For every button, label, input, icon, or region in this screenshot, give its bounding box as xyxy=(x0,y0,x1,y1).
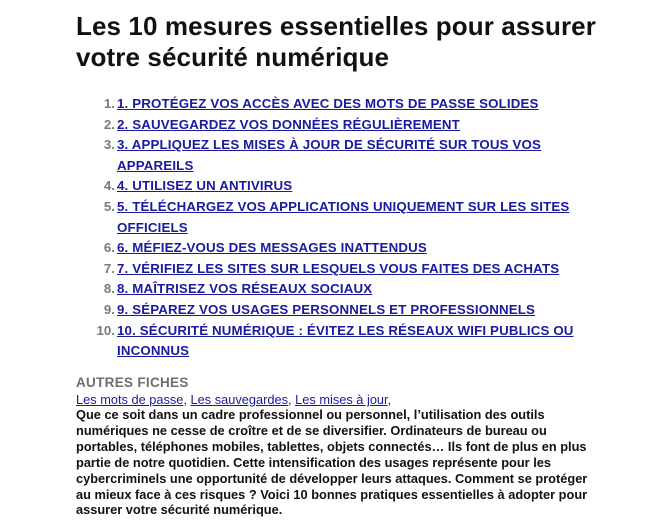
list-number: 7. xyxy=(103,260,115,276)
list-number: 5. xyxy=(103,198,115,214)
list-item xyxy=(84,259,604,280)
list-item xyxy=(84,94,604,115)
measure-link-8[interactable]: 8. MAÎTRISEZ VOS RÉSEAUX SOCIAUX xyxy=(117,281,373,297)
measure-link-5[interactable]: 5. TÉLÉCHARGEZ VOS APPLICATIONS UNIQUEMENT SUR LES SITES OFFICIELS xyxy=(117,198,570,235)
measure-link-10[interactable]: 10. SÉCURITÉ NUMÉRIQUE : ÉVITEZ LES RÉSEAUX WIFI PUBLICS OU INCONNUS xyxy=(117,322,574,359)
measure-link-9[interactable]: 9. SÉPAREZ VOS USAGES PERSONNELS ET PROFESSIONNELS xyxy=(117,301,536,317)
measure-link-2[interactable]: 2. SAUVEGARDEZ VOS DONNÉES RÉGULIÈREMENT xyxy=(117,116,460,132)
list-number: 4. xyxy=(103,178,115,194)
list-item xyxy=(84,300,604,321)
measure-link-7[interactable]: 7. VÉRIFIEZ LES SITES SUR LESQUELS VOUS FAITES DES ACHATS xyxy=(117,260,560,276)
other-sheets-heading: AUTRES FICHES xyxy=(76,375,189,390)
measures-list xyxy=(84,94,604,362)
list-item xyxy=(84,279,604,300)
other-sheets-links xyxy=(76,392,391,407)
intro-paragraph: Que ce soit dans un cadre professionnel ou personnel, l’utilisation des outils numériques ne cesse de croître et de se diversifier. Ordinateurs de bureau ou portables, téléphones mobiles, tablettes, objets connectés… Ils font de plus en plus partie de notre quotidien. Cette intensification des usages représente pour les cybercriminels une opportunité de développer leurs attaques. Comment se protéger au mieux face à ces risques ? Voici 10 bonnes pratiques essentielles à adopter pour assurer votre sécurité numérique. xyxy=(76,407,588,518)
other-sheet-link-backups[interactable]: Les sauvegardes xyxy=(190,392,289,407)
list-item xyxy=(84,197,604,238)
other-sheet-link-passwords[interactable]: Les mots de passe xyxy=(76,392,184,407)
list-item xyxy=(84,115,604,136)
measure-link-1[interactable]: 1. PROTÉGEZ VOS ACCÈS AVEC DES MOTS DE PASSE SOLIDES xyxy=(117,96,539,111)
list-item xyxy=(84,176,604,197)
list-number: 8. xyxy=(103,281,115,297)
link-separator: , xyxy=(183,392,191,407)
list-number: 9. xyxy=(103,301,115,317)
link-trailing-comma: , xyxy=(387,392,392,407)
page-title: Les 10 mesures essentielles pour assurer votre sécurité numérique xyxy=(76,11,596,72)
measure-link-6[interactable]: 6. MÉFIEZ-VOUS DES MESSAGES INATTENDUS xyxy=(117,240,427,256)
list-number: 3. xyxy=(103,137,115,153)
list-number: 6. xyxy=(103,240,115,256)
list-item xyxy=(84,135,604,176)
link-separator: , xyxy=(288,392,296,407)
list-item xyxy=(84,238,604,259)
list-item xyxy=(84,321,604,362)
list-number: 2. xyxy=(103,116,115,132)
measure-link-3[interactable]: 3. APPLIQUEZ LES MISES À JOUR DE SÉCURITÉ SUR TOUS VOS APPAREILS xyxy=(117,137,542,173)
list-number: 1. xyxy=(103,96,115,111)
measure-link-4[interactable]: 4. UTILISEZ UN ANTIVIRUS xyxy=(117,178,293,194)
list-number: 10. xyxy=(96,322,115,338)
other-sheet-link-updates[interactable]: Les mises à jour xyxy=(295,392,388,407)
